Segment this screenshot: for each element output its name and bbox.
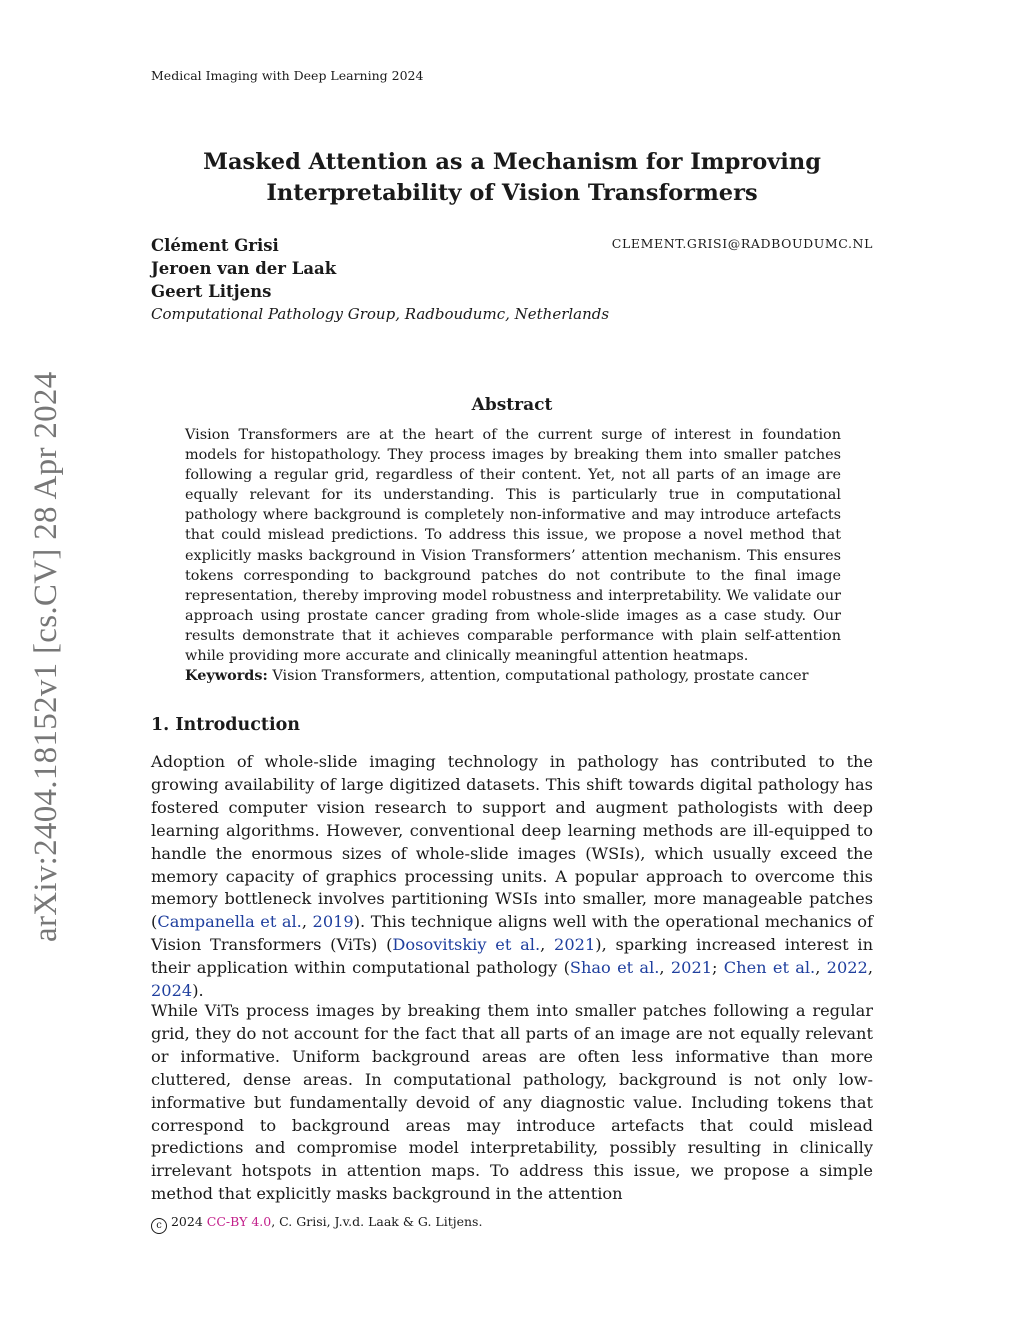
title-line-1: Masked Attention as a Mechanism for Improving	[203, 149, 821, 175]
author-row	[151, 234, 873, 257]
citation-link[interactable]: Campanella et al.	[157, 912, 302, 932]
abstract-text: Vision Transformers are at the heart of the current surge of interest in foundation models for histopathology. They process images by breaking them into smaller patches following a regular grid, regardless of their content. Yet, not all parts of an image are equally relevant for its understanding. This is particularly true in computational pathology where background is completely non-informative and may introduce artefacts that could mislead predictions. To address this issue, we propose a novel method that explicitly masks background in Vision Transformers’ attention mechanism. This ensures tokens corresponding to background patches do not contribute to the final image representation, thereby improving model robustness and interpretability. We validate our approach using prostate cancer grading from whole-slide images as a case study. Our results demonstrate that it achieves comparable performance with plain self-attention while providing more accurate and clinically meaningful attention heatmaps.	[185, 427, 841, 665]
footer-authors: , C. Grisi, J.v.d. Laak & G. Litjens.	[271, 1214, 483, 1229]
author-name: Jeroen van der Laak	[151, 259, 337, 278]
citation-link[interactable]: 2021	[670, 958, 713, 978]
affiliation: Computational Pathology Group, Radboudumc, Netherlands	[151, 305, 610, 323]
citation-link[interactable]: 2021	[554, 935, 596, 955]
citation-link[interactable]: Shao et al.	[569, 958, 660, 978]
citation-separator: ,	[540, 935, 555, 955]
keywords-line	[185, 666, 841, 686]
citation-separator: ,	[659, 958, 671, 978]
author-name: Clément Grisi	[151, 236, 279, 255]
citation-separator: ,	[867, 958, 873, 978]
citation-separator: ,	[301, 912, 313, 932]
author-email[interactable]: CLEMENT.GRISI@RADBOUDUMC.NL	[611, 236, 873, 251]
arxiv-identifier: arXiv:2404.18152v1 [cs.CV] 28 Apr 2024	[28, 371, 64, 942]
title-line-2: Interpretability of Vision Transformers	[266, 180, 758, 206]
paragraph-text: ), sparking increased interest in their application within computational pathology (	[151, 935, 873, 978]
keywords-label: Keywords:	[185, 667, 268, 684]
venue-header: Medical Imaging with Deep Learning 2024	[151, 68, 424, 83]
intro-paragraph-2: While ViTs process images by breaking them into smaller patches following a regular grid, they do not account for the fact that all parts of an image are not equally relevant or informative. Uniform background areas are often less informative than more cluttered, dense areas. In computational pathology, background is not only low-informative but fundamentally devoid of any diagnostic value. Including tokens that correspond to background areas may introduce artefacts that could mislead predictions and compromise model interpretability, possibly resulting in clinically irrelevant hotspots in attention maps. To address this issue, we propose a simple method that explicitly masks background in the attention	[151, 1001, 873, 1204]
paragraph-text: ).	[192, 981, 204, 1001]
author-row	[151, 280, 873, 303]
citation-separator: ,	[815, 958, 827, 978]
citation-link[interactable]: 2024	[151, 981, 193, 1001]
citation-separator: ;	[712, 958, 724, 978]
author-row	[151, 257, 873, 280]
citation-link[interactable]: 2022	[826, 958, 868, 978]
abstract-heading: Abstract	[471, 395, 553, 415]
citation-link[interactable]: Chen et al.	[723, 958, 816, 978]
copyright-icon: c	[151, 1218, 167, 1234]
paper-title	[151, 147, 873, 209]
intro-paragraph-1	[151, 751, 873, 1003]
citation-link[interactable]: Dosovitskiy et al.	[392, 935, 541, 955]
keywords-text: Vision Transformers, attention, computational pathology, prostate cancer	[272, 668, 809, 684]
license-link[interactable]: CC-BY 4.0	[206, 1214, 272, 1229]
paragraph-text: Adoption of whole-slide imaging technology in pathology has contributed to the growing availability of large digitized datasets. This shift towards digital pathology has fostered computer vision research to support and augment pathologists with deep learning algorithms. However, conventional deep learning methods are ill-equipped to handle the enormous sizes of whole-slide images (WSIs), which usually exceed the memory capacity of graphics processing units. A popular approach to overcome this memory bottleneck involves partitioning WSIs into smaller, more manageable patches (	[151, 752, 873, 932]
section-heading-introduction: 1. Introduction	[151, 715, 300, 735]
citation-link[interactable]: 2019	[312, 912, 354, 932]
footer-year: 2024	[170, 1214, 203, 1229]
footer-copyright	[151, 1214, 482, 1234]
paragraph-text: ). This technique aligns well with the operational mechanics of Vision Transformers (ViTs) (	[151, 912, 873, 955]
author-name: Geert Litjens	[151, 282, 272, 301]
author-block	[151, 234, 873, 325]
